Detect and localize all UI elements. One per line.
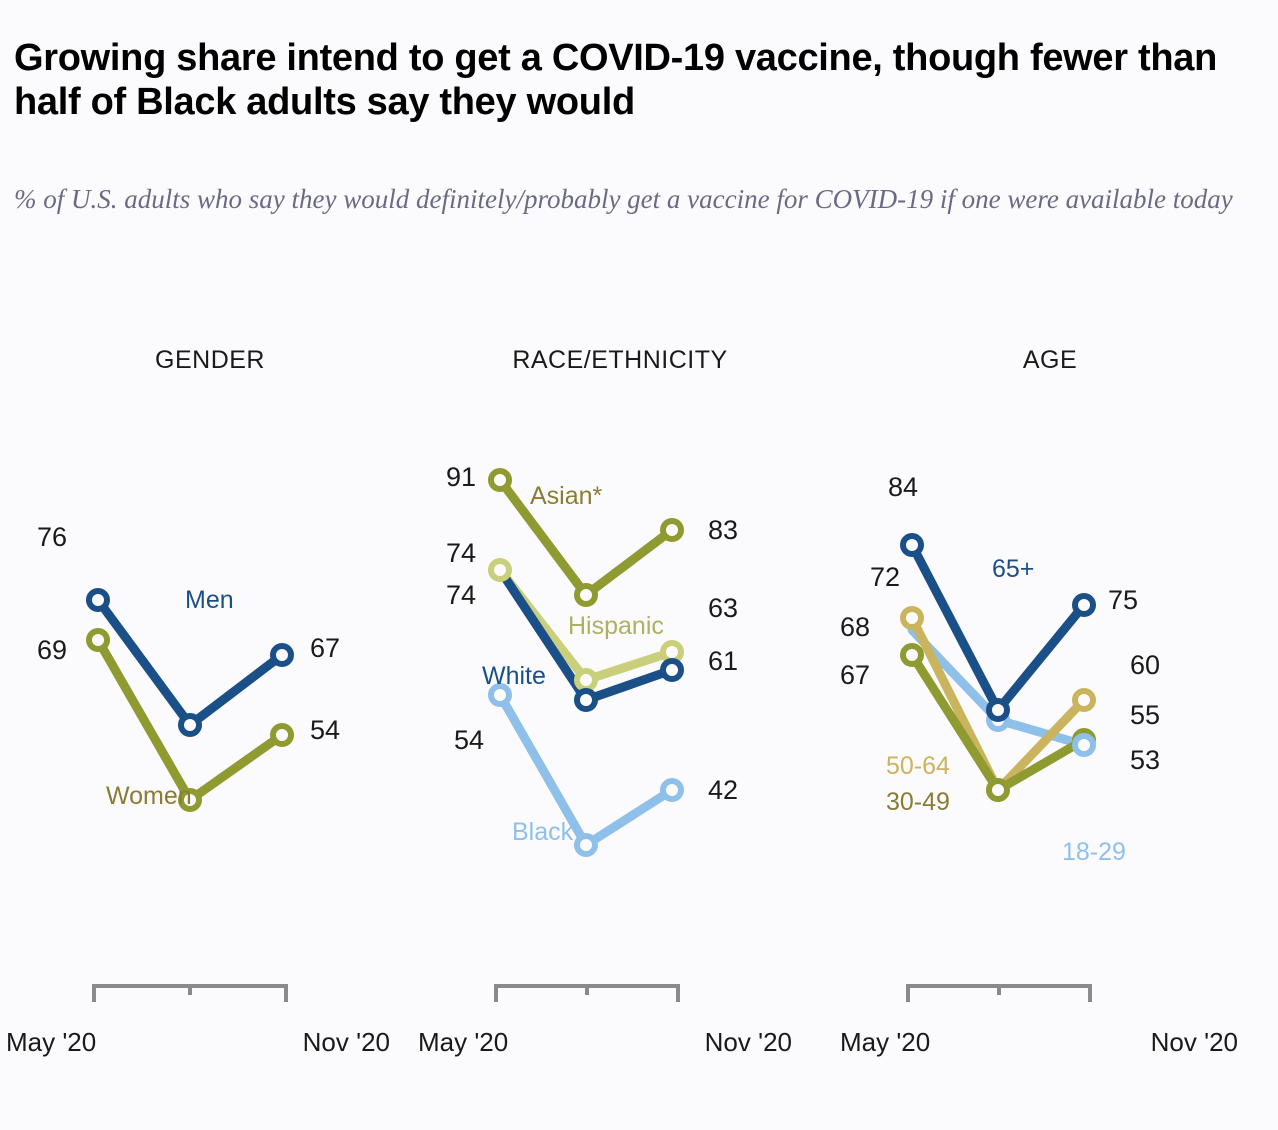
data-point-50-64-may [903, 609, 921, 627]
axis-age [906, 980, 1092, 1004]
data-point-white-nov [663, 661, 681, 679]
gender-lines-svg [10, 390, 410, 950]
data-point-30-49-sep [989, 781, 1007, 799]
data-point-18-29-nov [1075, 736, 1093, 754]
data-point-women-nov [273, 726, 291, 744]
axis-gender [92, 980, 288, 1004]
series-label-65plus: 65+ [992, 555, 1035, 583]
plot-age [840, 390, 1260, 950]
value-hispanic-may: 74 [446, 538, 477, 568]
series-label-hispanic: Hispanic [568, 612, 664, 640]
data-point-black-nov [663, 781, 681, 799]
data-point-asian-may [491, 471, 509, 489]
value-hispanic-nov: 63 [708, 593, 739, 623]
value-women-nov: 54 [310, 715, 341, 745]
value-50-64-nov: 60 [1130, 650, 1161, 680]
data-point-asian-sep [577, 586, 595, 604]
series-label-white: White [482, 662, 546, 690]
panel-title-age: AGE [1022, 346, 1078, 374]
axis-label-race-end: Nov '20 [704, 1027, 792, 1057]
page-title: Growing share intend to get a COVID-19 vaccine, though fewer than half of Black adults say they would [14, 37, 1218, 124]
panel-title-race: RACE/ETHNICITY [512, 346, 728, 374]
value-30-49-nov: 55 [1130, 700, 1161, 730]
data-point-white-sep [577, 691, 595, 709]
plot-race [420, 390, 820, 950]
value-men-may: 76 [36, 522, 68, 552]
value-18-29-may: 67 [840, 660, 871, 690]
chart-panel-age [840, 330, 1260, 1090]
series-label-18-29: 18-29 [1062, 838, 1126, 866]
value-black-may: 54 [454, 725, 485, 755]
axis-label-age-end: Nov '20 [1150, 1027, 1238, 1057]
value-65plus-may: 84 [888, 472, 919, 502]
axis-label-age-start: May '20 [840, 1027, 931, 1057]
value-65plus-nov: 75 [1108, 585, 1139, 615]
axis-race [494, 980, 680, 1004]
series-label-black: Black [512, 818, 574, 846]
series-line-men [98, 600, 282, 725]
axis-label-race-start: May '20 [418, 1027, 509, 1057]
value-white-nov: 61 [708, 646, 739, 676]
data-point-women-may [89, 631, 107, 649]
value-asian-may: 91 [446, 462, 477, 492]
data-point-asian-nov [663, 521, 681, 539]
data-point-50-64-nov [1075, 691, 1093, 709]
chart-panel-race [420, 330, 820, 1090]
series-label-men: Men [185, 586, 234, 614]
data-point-65plus-may [903, 536, 921, 554]
data-point-hispanic-may [491, 561, 509, 579]
value-black-nov: 42 [708, 775, 739, 805]
series-label-women: Women [106, 782, 192, 810]
value-asian-nov: 83 [708, 515, 739, 545]
axis-label-gender-end: Nov '20 [302, 1027, 390, 1057]
axis-label-gender-start: May '20 [6, 1027, 97, 1057]
data-point-men-sep [181, 716, 199, 734]
data-point-65plus-sep [989, 701, 1007, 719]
series-label-asian: Asian* [530, 482, 603, 510]
value-men-nov: 67 [310, 633, 341, 663]
data-point-men-may [89, 591, 107, 609]
value-women-may: 69 [36, 635, 68, 665]
page-subtitle: % of U.S. adults who say they would definitely/probably get a vaccine for COVID-19 if one were available today [14, 184, 1233, 214]
data-point-65plus-nov [1075, 596, 1093, 614]
value-18-29-nov: 53 [1130, 745, 1161, 775]
data-point-hispanic-sep [577, 671, 595, 689]
series-label-50-64: 50-64 [886, 752, 950, 780]
value-30-49-may: 68 [840, 612, 871, 642]
chart-panel-gender [6, 330, 410, 1090]
race-lines-svg [420, 390, 820, 950]
data-point-men-nov [273, 646, 291, 664]
plot-gender [10, 390, 410, 950]
series-label-30-49: 30-49 [886, 788, 950, 816]
value-white-may: 74 [446, 580, 477, 610]
value-50-64-may: 72 [870, 562, 901, 592]
panel-title-gender: GENDER [155, 346, 265, 374]
data-point-black-sep [577, 836, 595, 854]
data-point-30-49-may [903, 646, 921, 664]
